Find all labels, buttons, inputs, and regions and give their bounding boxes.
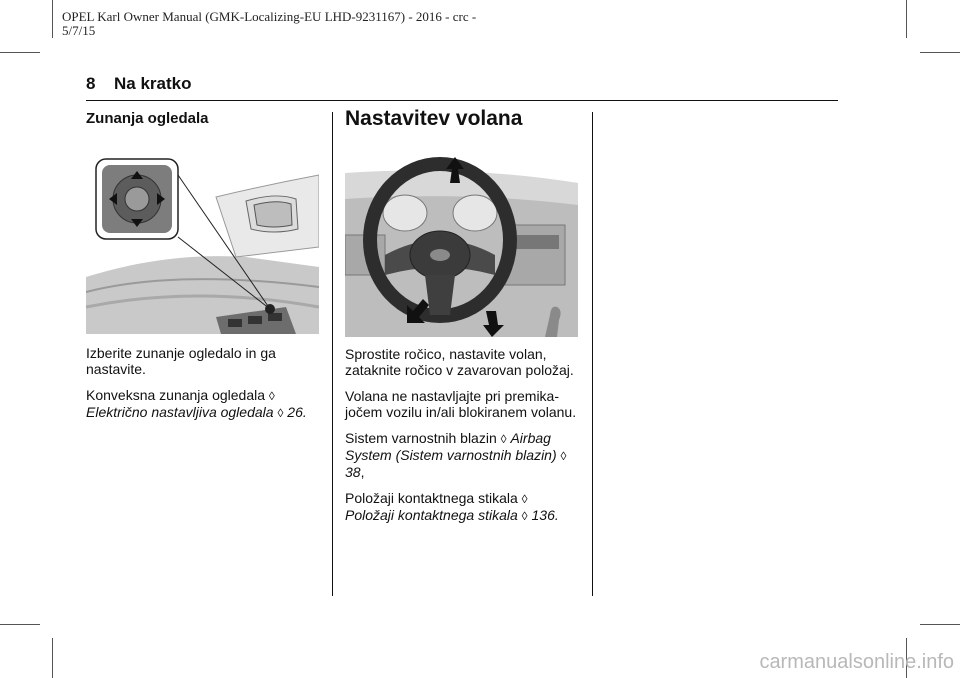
mirrors-heading: Zunanja ogledala [86,110,209,127]
reference-arrow-icon: ◊ [268,389,275,403]
header-line: OPEL Karl Owner Manual (GMK-Localizing-EU LHD-9231167) - 2016 - crc - [62,9,477,24]
crop-mark [0,52,40,53]
steering-heading: Nastavitev volana [345,107,523,130]
column-divider [592,112,593,596]
mirror-illustration [86,157,319,334]
reference-text: Konveksna zunanja ogledala [86,387,266,403]
crop-mark [920,624,960,625]
crop-mark [920,52,960,53]
reference-arrow-icon: ◊ [500,432,507,446]
reference-link[interactable]: Električno nastavljiva ogledala [86,404,274,420]
right-column-text [345,346,583,524]
page-heading [86,74,838,101]
page-number: 8 [86,74,96,93]
reference-arrow-icon: ◊ [521,492,528,506]
reference-arrow-icon: ◊ [277,406,284,420]
crop-mark [52,0,53,38]
left-column-text [86,345,322,421]
steering-figure [345,155,578,337]
reference-arrow-icon: ◊ [560,449,567,463]
steering-warning: Volana ne nastavljajte pri premika-jočem vozilu in/ali blokiranem volanu. [345,388,577,420]
steering-illustration [345,155,578,337]
reference-link[interactable]: Airbag System (Sistem varnostnih blazin) [345,430,557,463]
reference-arrow-icon: ◊ [521,509,528,523]
airbag-reference [345,430,583,480]
header-date: 5/7/15 [62,23,96,38]
reference-page[interactable]: 38 [345,464,361,480]
section-title: Na kratko [114,74,192,93]
mirror-instruction: Izberite zunanje ogledalo in ga nastavite. [86,345,276,377]
crop-mark [906,0,907,38]
crop-mark [0,624,40,625]
reference-page[interactable]: 136. [531,507,559,523]
right-column [345,107,583,130]
mirror-reference [86,387,322,421]
mirror-figure [86,157,319,334]
left-column [86,111,322,127]
watermark: carmanualsonline.info [759,651,954,673]
document-header [62,10,532,38]
reference-page[interactable]: 26. [287,404,307,420]
steering-instruction: Sprostite ročico, nastavite volan, zataknite ročico v zavarovan položaj. [345,346,574,378]
crop-mark [52,638,53,678]
ignition-reference [345,490,583,524]
reference-link[interactable]: Položaji kontaktnega stikala [345,507,518,523]
reference-text: Položaji kontaktnega stikala [345,490,518,506]
reference-punctuation: , [360,464,365,480]
column-divider [332,112,333,596]
reference-text: Sistem varnostnih blazin [345,430,497,446]
